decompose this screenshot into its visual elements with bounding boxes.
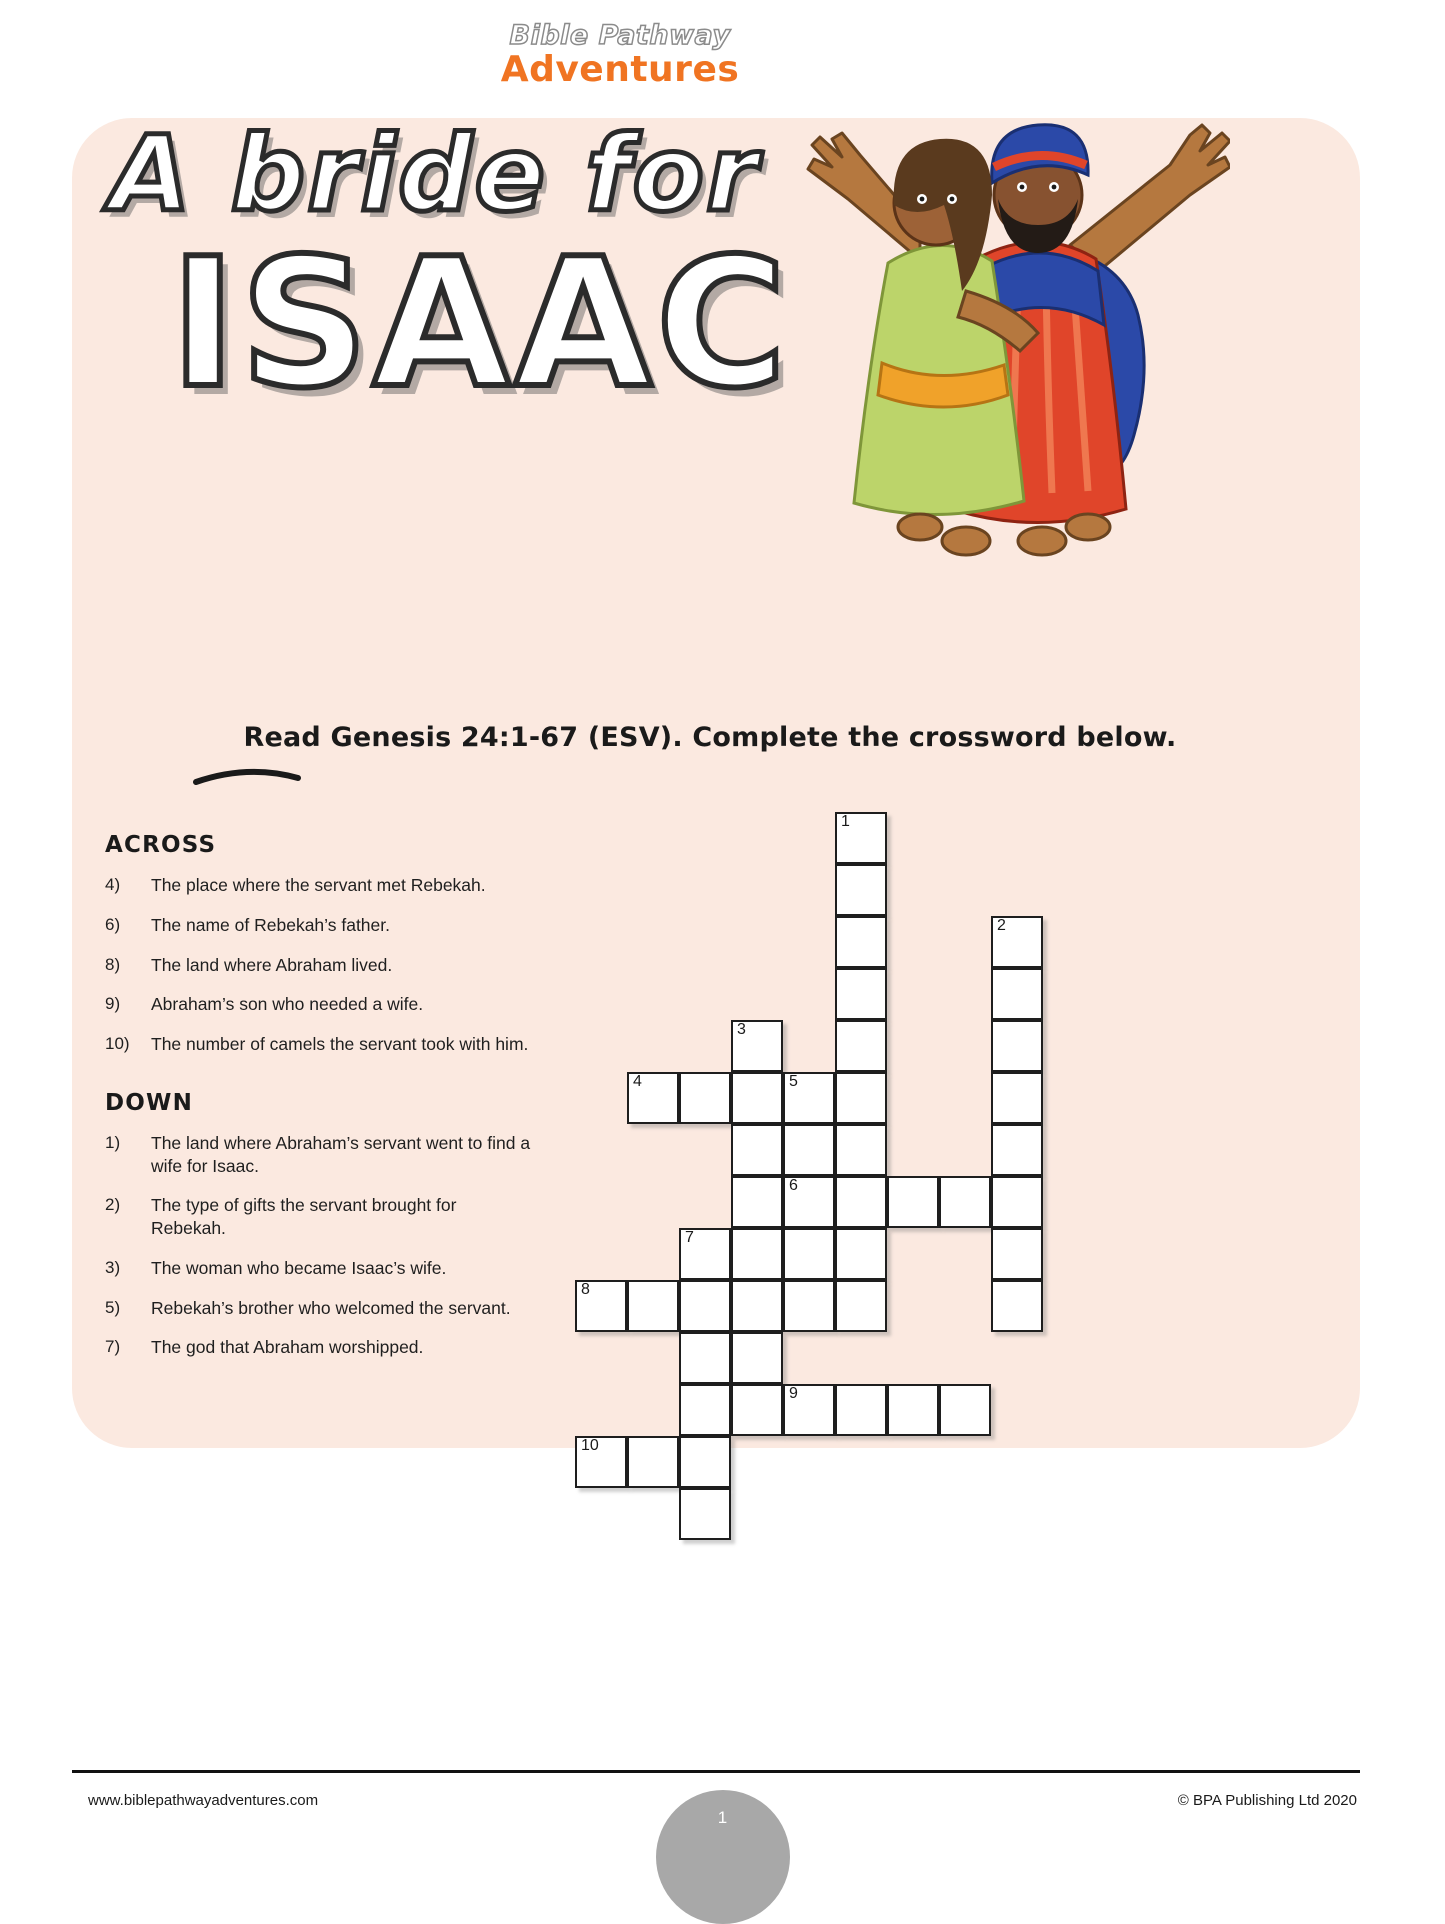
clue-panel: [105, 832, 535, 1376]
instruction-text: Read Genesis 24:1-67 (ESV). Complete the crossword below.: [243, 722, 1177, 753]
crossword-cell-number: 9: [789, 1385, 798, 1402]
crossword-cell[interactable]: [783, 1384, 835, 1436]
clue-text: The god that Abraham worshipped.: [151, 1337, 424, 1358]
down-clue-list: [105, 1132, 535, 1359]
crossword-cell[interactable]: [731, 1384, 783, 1436]
brand-logo: [470, 22, 770, 88]
crossword-cell[interactable]: [627, 1072, 679, 1124]
across-block: [105, 832, 535, 1056]
crossword-cell[interactable]: [835, 968, 887, 1020]
across-clue-list: [105, 874, 535, 1056]
page-number-badge: 1: [656, 1790, 790, 1924]
crossword-cell[interactable]: [887, 1176, 939, 1228]
crossword-cell[interactable]: [991, 1072, 1043, 1124]
clue-number: 2): [105, 1195, 121, 1215]
crossword-cell[interactable]: [783, 1228, 835, 1280]
clue-item: [105, 954, 535, 977]
clue-item: [105, 1194, 535, 1240]
clue-text: The land where Abraham lived.: [151, 954, 393, 975]
crossword-cell[interactable]: [835, 1176, 887, 1228]
crossword-cell[interactable]: [835, 1020, 887, 1072]
crossword-cell[interactable]: [887, 1384, 939, 1436]
clue-number: 6): [105, 914, 121, 934]
brand-line2: Adventures: [500, 49, 740, 90]
crossword-cell[interactable]: [991, 1020, 1043, 1072]
crossword-cell[interactable]: [783, 1124, 835, 1176]
down-heading: DOWN: [105, 1089, 194, 1116]
crossword-cell[interactable]: [939, 1176, 991, 1228]
crossword-cell[interactable]: [731, 1228, 783, 1280]
clue-text: The name of Rebekah’s father.: [151, 914, 390, 935]
crossword-cell-number: 7: [685, 1229, 694, 1246]
crossword-cell[interactable]: [731, 1176, 783, 1228]
clue-number: 9): [105, 994, 121, 1014]
crossword-cell[interactable]: [679, 1072, 731, 1124]
crossword-cell[interactable]: [731, 1020, 783, 1072]
crossword-cell[interactable]: [835, 1280, 887, 1332]
clue-number: 1): [105, 1132, 121, 1152]
crossword-cell-number: 8: [581, 1281, 590, 1298]
crossword-cell[interactable]: [783, 1280, 835, 1332]
clue-text: The place where the servant met Rebekah.: [151, 875, 486, 895]
crossword-cell[interactable]: [991, 1176, 1043, 1228]
crossword-cell[interactable]: [679, 1228, 731, 1280]
clue-item: [105, 1033, 535, 1056]
crossword-cell[interactable]: [991, 1124, 1043, 1176]
crossword-cell[interactable]: [731, 1124, 783, 1176]
crossword-cell-number: 3: [737, 1021, 746, 1038]
crossword-cell[interactable]: [991, 968, 1043, 1020]
page-title: [110, 113, 830, 428]
clue-item: [105, 993, 535, 1016]
crossword-cell[interactable]: [679, 1280, 731, 1332]
clue-number: 8): [105, 954, 121, 974]
crossword-cell[interactable]: [575, 1436, 627, 1488]
clue-number: 5): [105, 1297, 121, 1317]
clue-item: [105, 1257, 535, 1280]
crossword-cell[interactable]: [939, 1384, 991, 1436]
brand-line1: Bible Pathway: [509, 20, 731, 51]
crossword-cell[interactable]: [679, 1436, 731, 1488]
crossword-cell[interactable]: [991, 916, 1043, 968]
clue-item: [105, 1132, 535, 1178]
crossword-cell[interactable]: [835, 1228, 887, 1280]
footer-divider: [72, 1770, 1360, 1773]
crossword-cell[interactable]: [679, 1488, 731, 1540]
underline-swoosh-icon: [192, 766, 302, 788]
clue-text: The land where Abraham’s servant went to find a wife for Isaac.: [151, 1132, 531, 1176]
crossword-cell[interactable]: [627, 1436, 679, 1488]
title-line-1: A bride for: [110, 113, 760, 235]
clue-item: [105, 1336, 535, 1359]
clue-text: Rebekah’s brother who welcomed the servant.: [151, 1297, 511, 1318]
crossword-cell-number: 5: [789, 1073, 798, 1090]
crossword-cell-number: 10: [581, 1437, 599, 1454]
crossword-cell[interactable]: [991, 1228, 1043, 1280]
crossword-cell[interactable]: [627, 1280, 679, 1332]
crossword-cell[interactable]: [783, 1072, 835, 1124]
clue-text: The type of gifts the servant brought for Rebekah.: [151, 1195, 457, 1238]
crossword-cell[interactable]: [679, 1384, 731, 1436]
clue-item: [105, 914, 535, 937]
crossword-cell[interactable]: [835, 1384, 887, 1436]
crossword-cell-number: 1: [841, 813, 850, 830]
clue-item: [105, 874, 535, 897]
crossword-cell[interactable]: [835, 916, 887, 968]
clue-item: [105, 1297, 535, 1320]
across-heading: ACROSS: [105, 832, 217, 858]
crossword-cell[interactable]: [731, 1332, 783, 1384]
crossword-cell[interactable]: [991, 1280, 1043, 1332]
clue-number: 4): [105, 875, 121, 894]
crossword-grid[interactable]: [575, 812, 1205, 1472]
crossword-cell[interactable]: [575, 1280, 627, 1332]
crossword-cell[interactable]: [835, 1072, 887, 1124]
clue-number: 7): [105, 1337, 121, 1357]
footer-website[interactable]: www.biblepathwayadventures.com: [88, 1792, 319, 1809]
crossword-cell[interactable]: [835, 864, 887, 916]
clue-text: Abraham’s son who needed a wife.: [151, 994, 424, 1015]
down-block: [105, 1090, 535, 1359]
crossword-cell-number: 4: [633, 1073, 642, 1090]
crossword-cell[interactable]: [679, 1332, 731, 1384]
clue-text: The number of camels the servant took with him.: [151, 1034, 529, 1054]
title-line-2: ISAAC: [170, 220, 791, 428]
crossword-cell[interactable]: [731, 1280, 783, 1332]
clue-number: 3): [105, 1257, 121, 1277]
crossword-cell-number: 2: [997, 917, 1006, 934]
clue-number: 10): [105, 1034, 130, 1053]
illustration-rebekah-and-servant: [770, 95, 1230, 615]
clue-text: The woman who became Isaac’s wife.: [151, 1257, 447, 1278]
footer-copyright: © BPA Publishing Ltd 2020: [1177, 1792, 1357, 1809]
crossword-cell-number: 6: [789, 1177, 798, 1194]
crossword-cell[interactable]: [783, 1176, 835, 1228]
crossword-cell[interactable]: [835, 1124, 887, 1176]
crossword-cell[interactable]: [835, 812, 887, 864]
crossword-cell[interactable]: [731, 1072, 783, 1124]
